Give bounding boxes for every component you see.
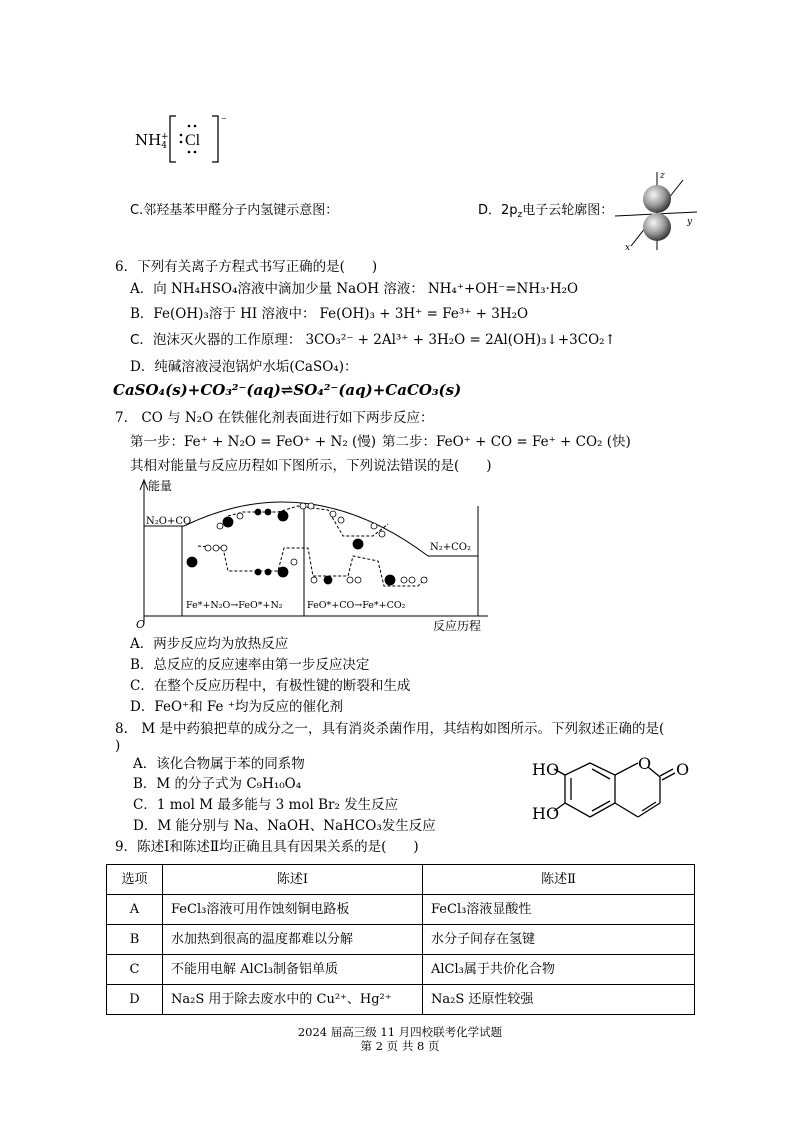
footer-page-number: 第 2 页 共 8 页 <box>360 1039 440 1053</box>
ring-oxygen: O <box>638 755 652 773</box>
q8-stem-end: ) <box>115 738 121 754</box>
row-statement-1: 不能用电解 AlCl₃制备铝单质 <box>163 955 423 985</box>
header-statement-1: 陈述Ⅰ <box>163 865 423 895</box>
step2-caption: FeO*+CO→Fe*+CO₂ <box>307 600 406 611</box>
row-statement-2: FeCl₃溶液显酸性 <box>423 895 695 925</box>
hydroxyl-2: HO <box>532 804 560 823</box>
q8-option-c: C．1 mol M 最多能与 3 mol Br₂ 发生反应 <box>133 797 399 813</box>
carbonyl-oxygen: O <box>676 760 690 779</box>
q7-option-d: D．FeO⁺和 Fe ⁺均为反应的催化剂 <box>130 699 343 715</box>
row-statement-2: 水分子间存在氢键 <box>423 925 695 955</box>
q7-option-c: C．在整个反应历程中，有极性键的断裂和生成 <box>130 678 411 694</box>
q9-stem: 9．陈述Ⅰ和陈述Ⅱ均正确且具有因果关系的是( ) <box>115 839 419 855</box>
header-option: 选项 <box>107 865 163 895</box>
q7-line2: 其相对能量与反应历程如下图所示，下列说法错误的是( ) <box>130 458 492 474</box>
row-option: A <box>107 895 163 925</box>
q6-option-d: D．纯碱溶液浸泡锅炉水垢(CaSO₄)： <box>130 359 358 375</box>
q7-option-b: B．总反应的反应速率由第一步反应决定 <box>130 657 370 673</box>
row-statement-1: Na₂S 用于除去废水中的 Cu²⁺、Hg²⁺ <box>163 985 423 1015</box>
step1-caption: Fe*+N₂O→FeO*+N₂ <box>186 600 283 611</box>
q6-option-b: B．Fe(OH)₃溶于 HI 溶液中： Fe(OH)₃ + 3H⁺ = Fe³⁺ + 3H₂O <box>130 306 529 322</box>
row-option: C <box>107 955 163 985</box>
q7-step1: 第一步：Fe⁺ + N₂O = FeO⁺ + N₂ (慢) <box>130 434 377 450</box>
row-option: B <box>107 925 163 955</box>
molecule-balls <box>187 503 427 585</box>
product-label: N₂+CO₂ <box>430 542 471 553</box>
q9-table <box>106 864 695 1015</box>
chloride-lewis-structure <box>168 112 232 168</box>
y-label: y <box>687 217 693 227</box>
row-statement-2: AlCl₃属于共价化合物 <box>423 955 695 985</box>
table-row <box>107 925 695 955</box>
q5-option-d: D．$2p_z$电子云轮廓图： <box>478 203 614 220</box>
header-statement-2: 陈述Ⅱ <box>423 865 695 895</box>
footer-title: 2024 届高三级 11 月四校联考化学试题 <box>297 1025 503 1039</box>
cl-symbol: Cl <box>185 132 201 149</box>
q6-option-c: C．泡沫灭火器的工作原理： 3CO₃²⁻ + 2Al³⁺ + 3H₂O = 2Al(OH)₃↓+3CO₂↑ <box>130 332 616 348</box>
q6-option-d-equation: CaSO₄(s)+CO₃²⁻(aq)⇌SO₄²⁻(aq)+CaCO₃(s) <box>113 381 462 399</box>
row-option: D <box>107 985 163 1015</box>
row-statement-1: FeCl₃溶液可用作蚀刻铜电路板 <box>163 895 423 925</box>
z-label: z <box>660 171 665 181</box>
origin-label: O <box>136 618 146 631</box>
x-axis-label: 反应历程 <box>433 619 482 633</box>
table-row <box>107 955 695 985</box>
right-bracket <box>212 116 218 162</box>
q8-stem: 8. M 是中药狼把草的成分之一，具有消炎杀菌作用，其结构如图所示。下列叙述正确的是( <box>115 721 665 737</box>
x-label: x <box>625 243 631 253</box>
m-structure-formula <box>530 755 700 835</box>
q7-option-a: A．两步反应均为放热反应 <box>130 636 289 652</box>
q6-option-a: A．向 NH₄HSO₄溶液中滴加少量 NaOH 溶液： NH₄⁺+OH⁻=NH₃·H₂O <box>130 281 579 297</box>
table-header-row <box>107 865 695 895</box>
bracket-charge: − <box>221 114 227 125</box>
table-row <box>107 895 695 925</box>
q7-step2: 第二步：FeO⁺ + CO = Fe⁺ + CO₂ (快) <box>382 434 631 450</box>
energy-profile-diagram <box>128 476 508 634</box>
q8-option-b: B．M 的分子式为 C₉H₁₀O₄ <box>133 776 302 792</box>
lower-lobe <box>643 213 671 241</box>
left-bracket <box>170 116 176 162</box>
dashed-path-upper <box>228 506 388 536</box>
row-statement-1: 水加热到很高的温度都难以分解 <box>163 925 423 955</box>
table-row <box>107 985 695 1015</box>
hydroxyl-1: HO <box>532 760 560 779</box>
nh4-formula: $NH_4^+$ <box>135 131 169 151</box>
q6-stem: 6．下列有关离子方程式书写正确的是( ) <box>115 259 378 275</box>
q8-option-d: D．M 能分别与 Na、NaOH、NaHCO₃发生反应 <box>133 818 436 834</box>
upper-lobe <box>643 185 671 213</box>
q7-stem: 7. CO 与 N₂O 在铁催化剂表面进行如下两步反应： <box>115 410 434 426</box>
row-statement-2: Na₂S 还原性较强 <box>423 985 695 1015</box>
pz-orbital-diagram <box>615 168 700 253</box>
benzene-ring <box>565 763 615 817</box>
q8-option-a: A．该化合物属于苯的同系物 <box>133 756 305 772</box>
q5-option-c: C.邻羟基苯甲醛分子内氢键示意图： <box>130 203 339 218</box>
reactant-label: N₂O+CO <box>146 516 192 527</box>
y-axis-label: 能量 <box>148 479 173 493</box>
